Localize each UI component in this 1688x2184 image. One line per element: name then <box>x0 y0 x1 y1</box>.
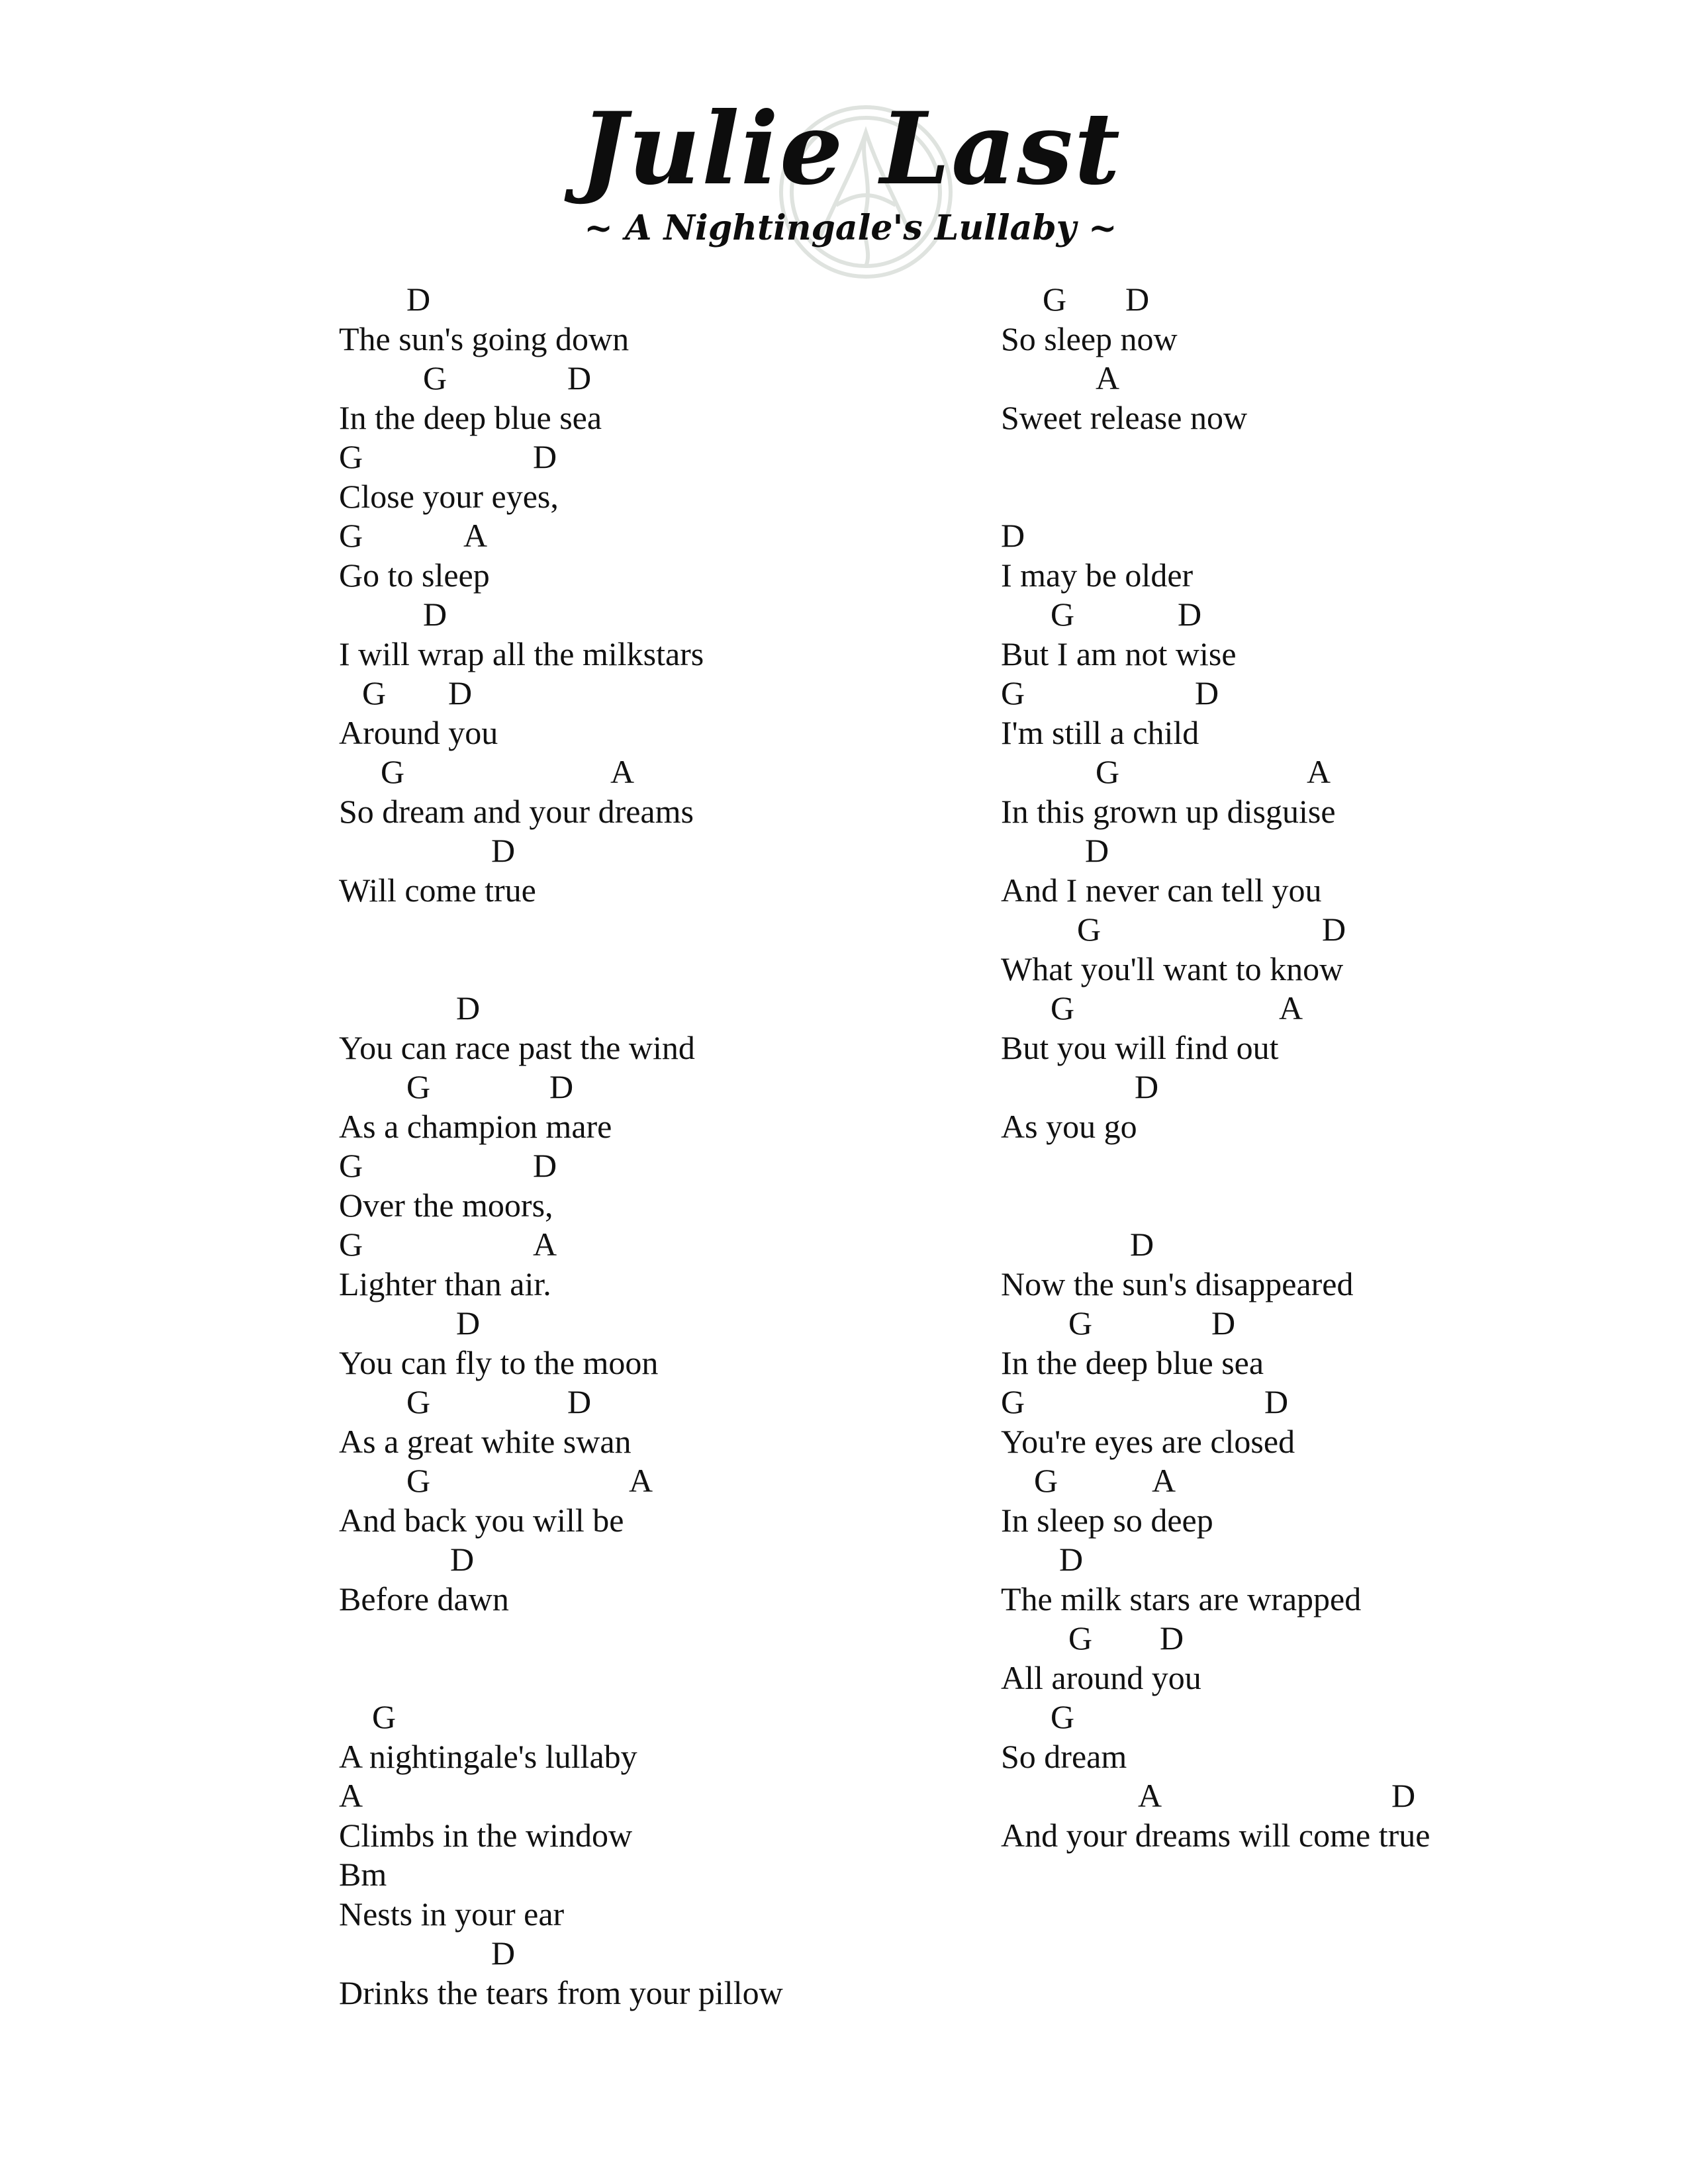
song-line <box>1001 673 1663 752</box>
chord: G <box>1068 1304 1093 1342</box>
lyric: So dream <box>1001 1738 1127 1775</box>
chord: G <box>1001 674 1025 711</box>
chord: D <box>567 359 592 396</box>
chord: D <box>406 281 431 318</box>
song-line <box>339 1539 1001 1618</box>
lyric: Drinks the tears from your pillow <box>339 1974 783 2011</box>
song-line <box>339 752 1001 831</box>
chord: G <box>1001 1383 1025 1420</box>
chord: D <box>1125 281 1150 318</box>
lyric: As a champion mare <box>339 1108 612 1145</box>
song-line <box>1001 1461 1663 1539</box>
chord: D <box>567 1383 592 1420</box>
song-line <box>1001 594 1663 673</box>
lyric: But you will find out <box>1001 1029 1279 1066</box>
verse-gap <box>1001 437 1663 516</box>
chord: G <box>339 438 363 475</box>
song-line <box>1001 1303 1663 1382</box>
song-line <box>1001 1539 1663 1618</box>
chord: G <box>406 1068 431 1105</box>
lyric: All around you <box>1001 1659 1201 1696</box>
lyric: Will come true <box>339 872 536 909</box>
chord: A <box>533 1226 557 1263</box>
artist-name: Julie Last <box>579 91 1122 207</box>
chord: G <box>381 753 405 790</box>
song-line <box>339 1382 1001 1461</box>
lyric: So dream and your dreams <box>339 793 694 830</box>
chord: G <box>406 1462 431 1499</box>
chord: G <box>1051 596 1075 633</box>
right-column <box>1001 279 1663 1854</box>
chord: D <box>491 1934 516 1972</box>
lyric: Go to sleep <box>339 557 490 594</box>
chord: D <box>423 596 447 633</box>
lyric: Sweet release now <box>1001 399 1248 436</box>
chord: D <box>448 674 473 711</box>
chord: D <box>549 1068 574 1105</box>
lyric: Nests in your ear <box>339 1895 565 1933</box>
song-line <box>339 988 1001 1067</box>
song-line <box>339 1461 1001 1539</box>
chord: A <box>1307 753 1331 790</box>
song-line <box>1001 1382 1663 1461</box>
song-line <box>1001 752 1663 831</box>
chord: D <box>1264 1383 1289 1420</box>
song-line <box>1001 1697 1663 1776</box>
song-line <box>339 1854 1001 1933</box>
song-line <box>339 516 1001 594</box>
chord: G <box>1051 989 1075 1026</box>
song-line <box>1001 1618 1663 1697</box>
chord: G <box>339 1226 363 1263</box>
song-line <box>1001 909 1663 988</box>
chord: G <box>1034 1462 1058 1499</box>
lyric: So sleep now <box>1001 320 1178 357</box>
lyric: Over the moors, <box>339 1187 553 1224</box>
chord: D <box>456 989 481 1026</box>
lyric: But I am not wise <box>1001 635 1237 672</box>
chord: A <box>339 1777 363 1814</box>
chord: D <box>1085 832 1109 869</box>
verse-gap <box>1001 1146 1663 1224</box>
lyric: Before dawn <box>339 1580 509 1617</box>
chord: D <box>533 438 557 475</box>
song-line <box>1001 1776 1663 1854</box>
song-line <box>1001 988 1663 1067</box>
lyric: In the deep blue sea <box>1001 1344 1264 1381</box>
chord: A <box>1138 1777 1162 1814</box>
chord: G <box>362 674 387 711</box>
song-title: ~ A Nightingale's Lullaby ~ <box>584 208 1117 248</box>
chord: G <box>1096 753 1120 790</box>
chord: G <box>423 359 447 396</box>
song-line <box>1001 1224 1663 1303</box>
chord: A <box>1279 989 1303 1026</box>
chord: G <box>372 1698 397 1735</box>
song-line <box>339 1776 1001 1854</box>
chord: A <box>463 517 488 554</box>
song-line <box>339 1067 1001 1146</box>
lyric: You're eyes are closed <box>1001 1423 1295 1460</box>
chord: D <box>1211 1304 1236 1342</box>
lyric: I may be older <box>1001 557 1194 594</box>
lyric: As a great white swan <box>339 1423 632 1460</box>
chord: G <box>339 1147 363 1184</box>
verse-gap <box>339 909 1001 988</box>
chord: D <box>1322 911 1346 948</box>
chord: A <box>610 753 635 790</box>
verse-gap <box>339 1618 1001 1697</box>
song-line <box>339 673 1001 752</box>
chord: D <box>1178 596 1202 633</box>
lyric: And I never can tell you <box>1001 872 1322 909</box>
chord: G <box>1068 1619 1093 1657</box>
song-line <box>1001 831 1663 909</box>
chord: G <box>406 1383 431 1420</box>
chord: G <box>1051 1698 1075 1735</box>
lyric: Now the sun's disappeared <box>1001 1265 1354 1302</box>
lyric: Around you <box>339 714 498 751</box>
lyric: I'm still a child <box>1001 714 1199 751</box>
chord: D <box>491 832 516 869</box>
lyric: The sun's going down <box>339 320 630 357</box>
song-line <box>339 279 1001 358</box>
lyric: Climbs in the window <box>339 1817 633 1854</box>
song-line <box>339 1146 1001 1224</box>
chord: A <box>1152 1462 1176 1499</box>
song-line <box>339 358 1001 437</box>
chord: A <box>1096 359 1120 396</box>
song-line <box>339 1303 1001 1382</box>
song-line <box>339 1224 1001 1303</box>
lyric: The milk stars are wrapped <box>1001 1580 1362 1617</box>
chord: D <box>1391 1777 1416 1814</box>
chord: D <box>533 1147 557 1184</box>
chord: D <box>1130 1226 1154 1263</box>
chord: D <box>1160 1619 1184 1657</box>
lyric: Close your eyes, <box>339 478 559 515</box>
lyric: And back you will be <box>339 1502 624 1539</box>
song-line <box>1001 358 1663 437</box>
song-line <box>339 594 1001 673</box>
chord: D <box>1001 517 1025 554</box>
lyric: In sleep so deep <box>1001 1502 1213 1539</box>
chord: D <box>1059 1541 1084 1578</box>
lyric: A nightingale's lullaby <box>339 1738 637 1775</box>
song-line <box>339 1933 1001 2012</box>
left-column <box>339 279 1001 2012</box>
song-line <box>1001 279 1663 358</box>
chord: D <box>1195 674 1219 711</box>
lyric: And your dreams will come true <box>1001 1817 1430 1854</box>
chord: G <box>339 517 363 554</box>
song-header <box>0 91 1688 251</box>
chord: G <box>1043 281 1067 318</box>
song-line <box>1001 1067 1663 1146</box>
lyric: You can race past the wind <box>339 1029 695 1066</box>
lyric: In the deep blue sea <box>339 399 602 436</box>
chord: Bm <box>339 1856 387 1893</box>
lyric: As you go <box>1001 1108 1137 1145</box>
lyric: I will wrap all the milkstars <box>339 635 704 672</box>
lyric: In this grown up disguise <box>1001 793 1336 830</box>
lyric: You can fly to the moon <box>339 1344 659 1381</box>
chord: D <box>456 1304 481 1342</box>
song-line <box>339 831 1001 909</box>
lyric: What you'll want to know <box>1001 950 1344 987</box>
song-line <box>1001 516 1663 594</box>
song-line <box>339 1697 1001 1776</box>
lyric: Lighter than air. <box>339 1265 551 1302</box>
chord: A <box>629 1462 653 1499</box>
chord: D <box>1135 1068 1159 1105</box>
chord: D <box>450 1541 475 1578</box>
song-line <box>339 437 1001 516</box>
chord: G <box>1077 911 1102 948</box>
